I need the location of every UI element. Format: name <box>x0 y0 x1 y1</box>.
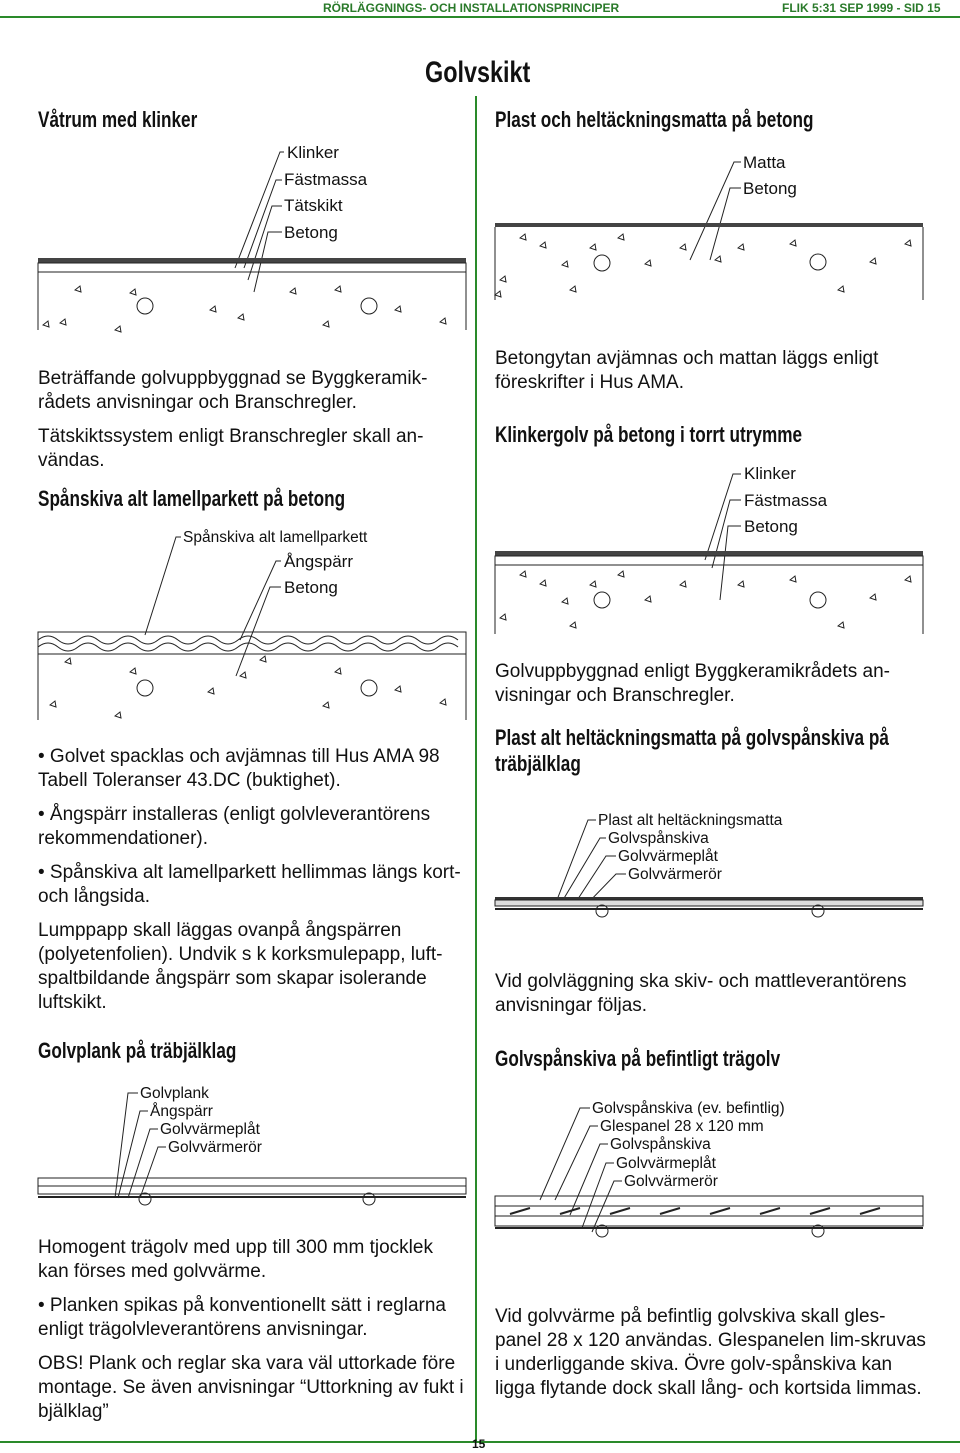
paragraph: • Ångspärr installeras (enligt golvleverantörens rekommendationer). <box>38 804 431 849</box>
heading-vatrum: Våtrum med klinker <box>38 107 198 132</box>
label-fastmassa: Fästmassa <box>744 491 828 510</box>
heading-plast-tra: Plast alt heltäckningsmatta på golvspånskiva på träbjälklag <box>495 725 889 776</box>
label-betong: Betong <box>743 179 797 198</box>
paragraph: Beträffande golvuppbyggnad se Byggkeramik-rådets anvisningar och Branschregler. <box>38 368 428 413</box>
label-plast-matta: Plast alt heltäckningsmatta <box>598 812 783 829</box>
text-befintligt <box>495 1305 930 1411</box>
header-left: RÖRLÄGGNINGS- OCH INSTALLATIONSPRINCIPER <box>323 1 620 15</box>
text-plast-tra <box>495 970 935 1028</box>
paragraph: Betongytan avjämnas och mattan läggs enligt föreskrifter i Hus AMA. <box>495 348 879 393</box>
label-golvplank: Golvplank <box>140 1085 209 1102</box>
paragraph: Tätskiktssystem enligt Branschregler skall an-vändas. <box>38 426 424 471</box>
header-right: FLIK 5:31 SEP 1999 - SID 15 <box>782 1 941 15</box>
label-golvvarmeror: Golvvärmerör <box>624 1173 718 1190</box>
label-matta: Matta <box>743 153 786 172</box>
text-plast <box>495 347 925 405</box>
text-klinkergolv <box>495 660 925 718</box>
heading-plast: Plast och heltäckningsmatta på betong <box>495 107 814 132</box>
paragraph: • Golvet spacklas och avjämnas till Hus AMA 98 Tabell Toleranser 43.DC (buktighet). <box>38 746 440 791</box>
label-spanskiva: Spånskiva alt lamellparkett <box>183 529 368 546</box>
label-golvspanskiva: Golvspånskiva <box>608 830 709 847</box>
heading-klinkergolv: Klinkergolv på betong i torrt utrymme <box>495 422 803 447</box>
label-golvspanskiva-bef: Golvspånskiva (ev. befintlig) <box>592 1100 785 1117</box>
label-golvvarmeplat: Golvvärmeplåt <box>618 848 718 865</box>
label-glespanel: Glespanel 28 x 120 mm <box>600 1118 764 1135</box>
paragraph: OBS! Plank och reglar ska vara väl uttorkade före montage. Se även anvisningar “Uttorkning av fukt i bjälklag” <box>38 1353 464 1422</box>
label-golvvarmeplat: Golvvärmeplåt <box>160 1121 260 1138</box>
heading-spanskiva: Spånskiva alt lamellparkett på betong <box>38 486 346 511</box>
text-golvplank <box>38 1236 468 1434</box>
paragraph: Golvuppbyggnad enligt Byggkeramikrådets an-visningar och Branschregler. <box>495 661 891 706</box>
text-spanskiva <box>38 745 468 1025</box>
paragraph: Lumppapp skall läggas ovanpå ångspärren (polyetenfolien). Undvik s k korksmulepapp, luft-spaltbildande ångspärr som skapar isolerande luftskikt. <box>38 920 443 1013</box>
label-betong: Betong <box>744 517 798 536</box>
label-betong: Betong <box>284 223 338 242</box>
label-golvvarmeror: Golvvärmerör <box>628 866 722 883</box>
paragraph: Homogent trägolv med upp till 300 mm tjocklek kan förses med golvvärme. <box>38 1237 433 1282</box>
label-golvspanskiva: Golvspånskiva <box>610 1136 711 1153</box>
label-betong: Betong <box>284 578 338 597</box>
label-klinker: Klinker <box>744 464 796 483</box>
label-golvvarmeror: Golvvärmerör <box>168 1139 262 1156</box>
paragraph: • Spånskiva alt lamellparkett hellimmas längs kort- och långsida. <box>38 862 461 907</box>
label-klinker: Klinker <box>287 143 339 162</box>
page-title: Golvskikt <box>425 56 531 89</box>
heading-golvplank: Golvplank på träbjälklag <box>38 1038 237 1063</box>
label-angsparr: Ångspärr <box>284 552 353 571</box>
label-tatskikt: Tätskikt <box>284 196 343 215</box>
label-golvvarmeplat: Golvvärmeplåt <box>616 1155 716 1172</box>
label-angsparr: Ångspärr <box>150 1103 213 1120</box>
label-fastmassa: Fästmassa <box>284 170 368 189</box>
page-number: 15 <box>472 1437 486 1451</box>
text-vatrum <box>38 367 468 483</box>
heading-befintligt: Golvspånskiva på befintligt trägolv <box>495 1046 781 1071</box>
paragraph: • Planken spikas på konventionellt sätt i reglarna enligt trägolvleverantörens anvisningar. <box>38 1295 446 1340</box>
paragraph: Vid golvvärme på befintlig golvskiva skall gles-panel 28 x 120 användas. Glespanelen lim-skruvas i underliggande skiva. Övre golv-spånskiva kan ligga flytande dock skall lång- och kortsida limmas. <box>495 1306 926 1399</box>
paragraph: Vid golvläggning ska skiv- och mattleverantörens anvisningar följas. <box>495 971 907 1016</box>
